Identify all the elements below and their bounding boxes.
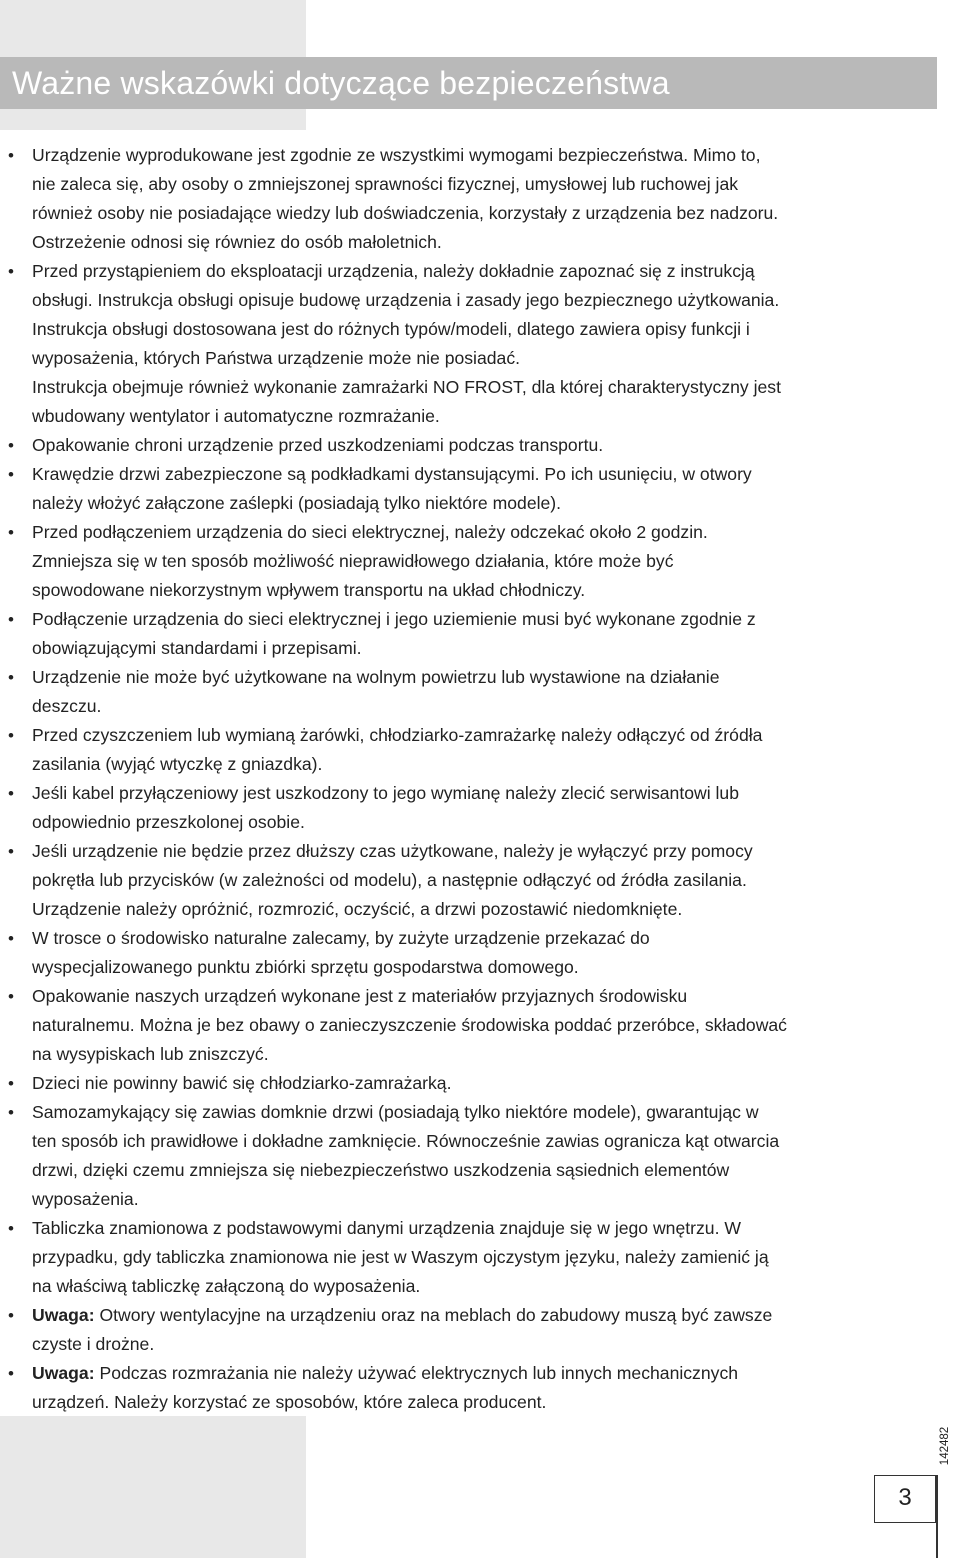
bullet-icon: • <box>8 610 14 629</box>
bullet-icon: • <box>8 1103 14 1122</box>
list-item-line: odpowiednio przeszkolonej osobie. <box>32 812 305 832</box>
bold-prefix: Uwaga: <box>32 1305 95 1325</box>
list-item-line: Podłączenie urządzenia do sieci elektrycznej i jego uziemienie musi być wykonane zgodnie z <box>32 609 756 629</box>
bullet-icon: • <box>8 1306 14 1325</box>
list-item-line: Zmniejsza się w ten sposób możliwość nieprawidłowego działania, które może być <box>32 551 674 571</box>
bullet-icon: • <box>8 784 14 803</box>
list-item-line: Krawędzie drzwi zabezpieczone są podkładkami dystansującymi. Po ich usunięciu, w otwory <box>32 464 752 484</box>
list-item-line: przypadku, gdy tabliczka znamionowa nie jest w Waszym ojczystym języku, należy zamienić ją <box>32 1247 769 1267</box>
list-item-line: Instrukcja obsługi dostosowana jest do różnych typów/modeli, dlatego zawiera opisy funkcji i <box>32 319 750 339</box>
list-item-line: Jeśli kabel przyłączeniowy jest uszkodzony to jego wymianę należy zlecić serwisantowi lub <box>32 783 739 803</box>
bullet-icon: • <box>8 1074 14 1093</box>
list-item-line: wbudowany wentylator i automatyczne rozmrażanie. <box>32 406 440 426</box>
bullet-icon: • <box>8 842 14 861</box>
bullet-icon: • <box>8 523 14 542</box>
list-item-line: Urządzenie należy opróżnić, rozmrozić, oczyścić, a drzwi pozostawić niedomknięte. <box>32 899 683 919</box>
page-number-box <box>874 1475 936 1523</box>
list-item <box>0 518 950 605</box>
list-item-line: spowodowane niekorzystnym wpływem transportu na układ chłodniczy. <box>32 580 586 600</box>
bullet-icon: • <box>8 929 14 948</box>
list-item-line: Ostrzeżenie odnosi się równiez do osób małoletnich. <box>32 232 442 252</box>
list-item-line: ten sposób ich prawidłowe i dokładne zamknięcie. Równocześnie zawias ogranicza kąt otwarcia <box>32 1131 780 1151</box>
list-item-line: W trosce o środowisko naturalne zalecamy, by zużyte urządzenie przekazać do <box>32 928 650 948</box>
list-item-line: zasilania (wyjąć wtyczkę z gniazdka). <box>32 754 323 774</box>
list-item-line: Przed podłączeniem urządzenia do sieci elektrycznej, należy odczekać około 2 godzin. <box>32 522 708 542</box>
list-item <box>0 779 950 837</box>
list-item <box>0 1301 950 1359</box>
bullet-icon: • <box>8 1219 14 1238</box>
list-item-line: Uwaga: Otwory wentylacyjne na urządzeniu oraz na meblach do zabudowy muszą być zawsze <box>32 1305 773 1325</box>
list-item <box>0 1098 950 1214</box>
bullet-icon: • <box>8 146 14 165</box>
list-item <box>0 837 950 924</box>
list-item-line: nie zaleca się, aby osoby o zmniejszonej sprawności fizycznej, umysłowej lub ruchowej jak <box>32 174 739 194</box>
bullet-icon: • <box>8 465 14 484</box>
list-item-line: Urządzenie nie może być użytkowane na wolnym powietrzu lub wystawione na działanie <box>32 667 720 687</box>
list-item <box>0 141 950 257</box>
bold-prefix: Uwaga: <box>32 1363 95 1383</box>
list-item-line: należy włożyć załączone zaślepki (posiadają tylko niektóre modele). <box>32 493 562 513</box>
list-item-line: Przed czyszczeniem lub wymianą żarówki, chłodziarko-zamrażarkę należy odłączyć od źródła <box>32 725 763 745</box>
list-item-line: urządzeń. Należy korzystać ze sposobów, które zaleca producent. <box>32 1392 547 1412</box>
list-item <box>0 924 950 982</box>
list-item <box>0 605 950 663</box>
list-item <box>0 460 950 518</box>
list-item-line: Opakowanie chroni urządzenie przed uszkodzeniami podczas transportu. <box>32 435 604 455</box>
bullet-icon: • <box>8 262 14 281</box>
list-item <box>0 431 950 460</box>
list-item-line: Jeśli urządzenie nie będzie przez dłuższy czas użytkowane, należy je wyłączyć przy pomocy <box>32 841 753 861</box>
bullet-icon: • <box>8 668 14 687</box>
list-item-line: Instrukcja obejmuje również wykonanie zamrażarki NO FROST, dla której charakterystyczny jest <box>32 377 781 397</box>
list-item-line: również osoby nie posiadające wiedzy lub doświadczenia, korzystały z urządzenia bez nadzoru. <box>32 203 779 223</box>
list-item-line: Uwaga: Podczas rozmrażania nie należy używać elektrycznych lub innych mechanicznych <box>32 1363 739 1383</box>
bullet-icon: • <box>8 726 14 745</box>
page-title: Ważne wskazówki dotyczące bezpieczeństwa <box>12 65 670 101</box>
doc-code <box>930 1418 960 1478</box>
list-item-line: Tabliczka znamionowa z podstawowymi danymi urządzenia znajduje się w jego wnętrzu. W <box>32 1218 741 1238</box>
list-item-line: Przed przystąpieniem do eksploatacji urządzenia, należy dokładnie zapoznać się z instrukcją <box>32 261 755 281</box>
list-item <box>0 982 950 1069</box>
side-band-bottom <box>0 1416 306 1558</box>
list-item-line: Dzieci nie powinny bawić się chłodziarko-zamrażarką. <box>32 1073 452 1093</box>
list-item-line: wyposażenia. <box>32 1189 139 1209</box>
list-item <box>0 257 950 431</box>
list-item <box>0 663 950 721</box>
doc-code-text: 142482 <box>939 1426 951 1466</box>
list-item-line: czyste i drożne. <box>32 1334 155 1354</box>
list-item-line: obowiązującymi standardami i przepisami. <box>32 638 362 658</box>
list-item <box>0 1214 950 1301</box>
list-item <box>0 1069 950 1098</box>
list-item <box>0 1359 950 1417</box>
list-item-line: pokrętła lub przycisków (w zależności od modelu), a następnie odłączyć od źródła zasilania. <box>32 870 747 890</box>
bullet-icon: • <box>8 436 14 455</box>
list-item-line: naturalnemu. Można je bez obawy o zanieczyszczenie środowiska poddać przeróbce, składować <box>32 1015 787 1035</box>
list-item-line: Opakowanie naszych urządzeń wykonane jest z materiałów przyjaznych środowisku <box>32 986 688 1006</box>
title-bar <box>0 57 937 109</box>
page-number-line <box>936 1475 938 1558</box>
list-item-line: deszczu. <box>32 696 102 716</box>
list-item-line: na wysypiskach lub zniszczyć. <box>32 1044 269 1064</box>
list-item-line: drzwi, dzięki czemu zmniejsza się niebezpieczeństwo uszkodzenia sąsiednich elementów <box>32 1160 730 1180</box>
bullet-icon: • <box>8 987 14 1006</box>
list-item-line: obsługi. Instrukcja obsługi opisuje budowę urządzenia i zasady jego bezpiecznego użytkowania. <box>32 290 780 310</box>
safety-list <box>0 141 950 1417</box>
list-item-line: wyspecjalizowanego punktu zbiórki sprzętu gospodarstwa domowego. <box>32 957 579 977</box>
list-item-line: wyposażenia, których Państwa urządzenie może nie posiadać. <box>32 348 521 368</box>
list-item-line: Samozamykający się zawias domknie drzwi (posiadają tylko niektóre modele), gwarantując w <box>32 1102 759 1122</box>
bullet-icon: • <box>8 1364 14 1383</box>
list-item <box>0 721 950 779</box>
list-item-line: Urządzenie wyprodukowane jest zgodnie ze wszystkimi wymogami bezpieczeństwa. Mimo to, <box>32 145 761 165</box>
list-item-line: na właściwą tabliczkę załączoną do wyposażenia. <box>32 1276 421 1296</box>
page-number: 3 <box>898 1484 912 1511</box>
